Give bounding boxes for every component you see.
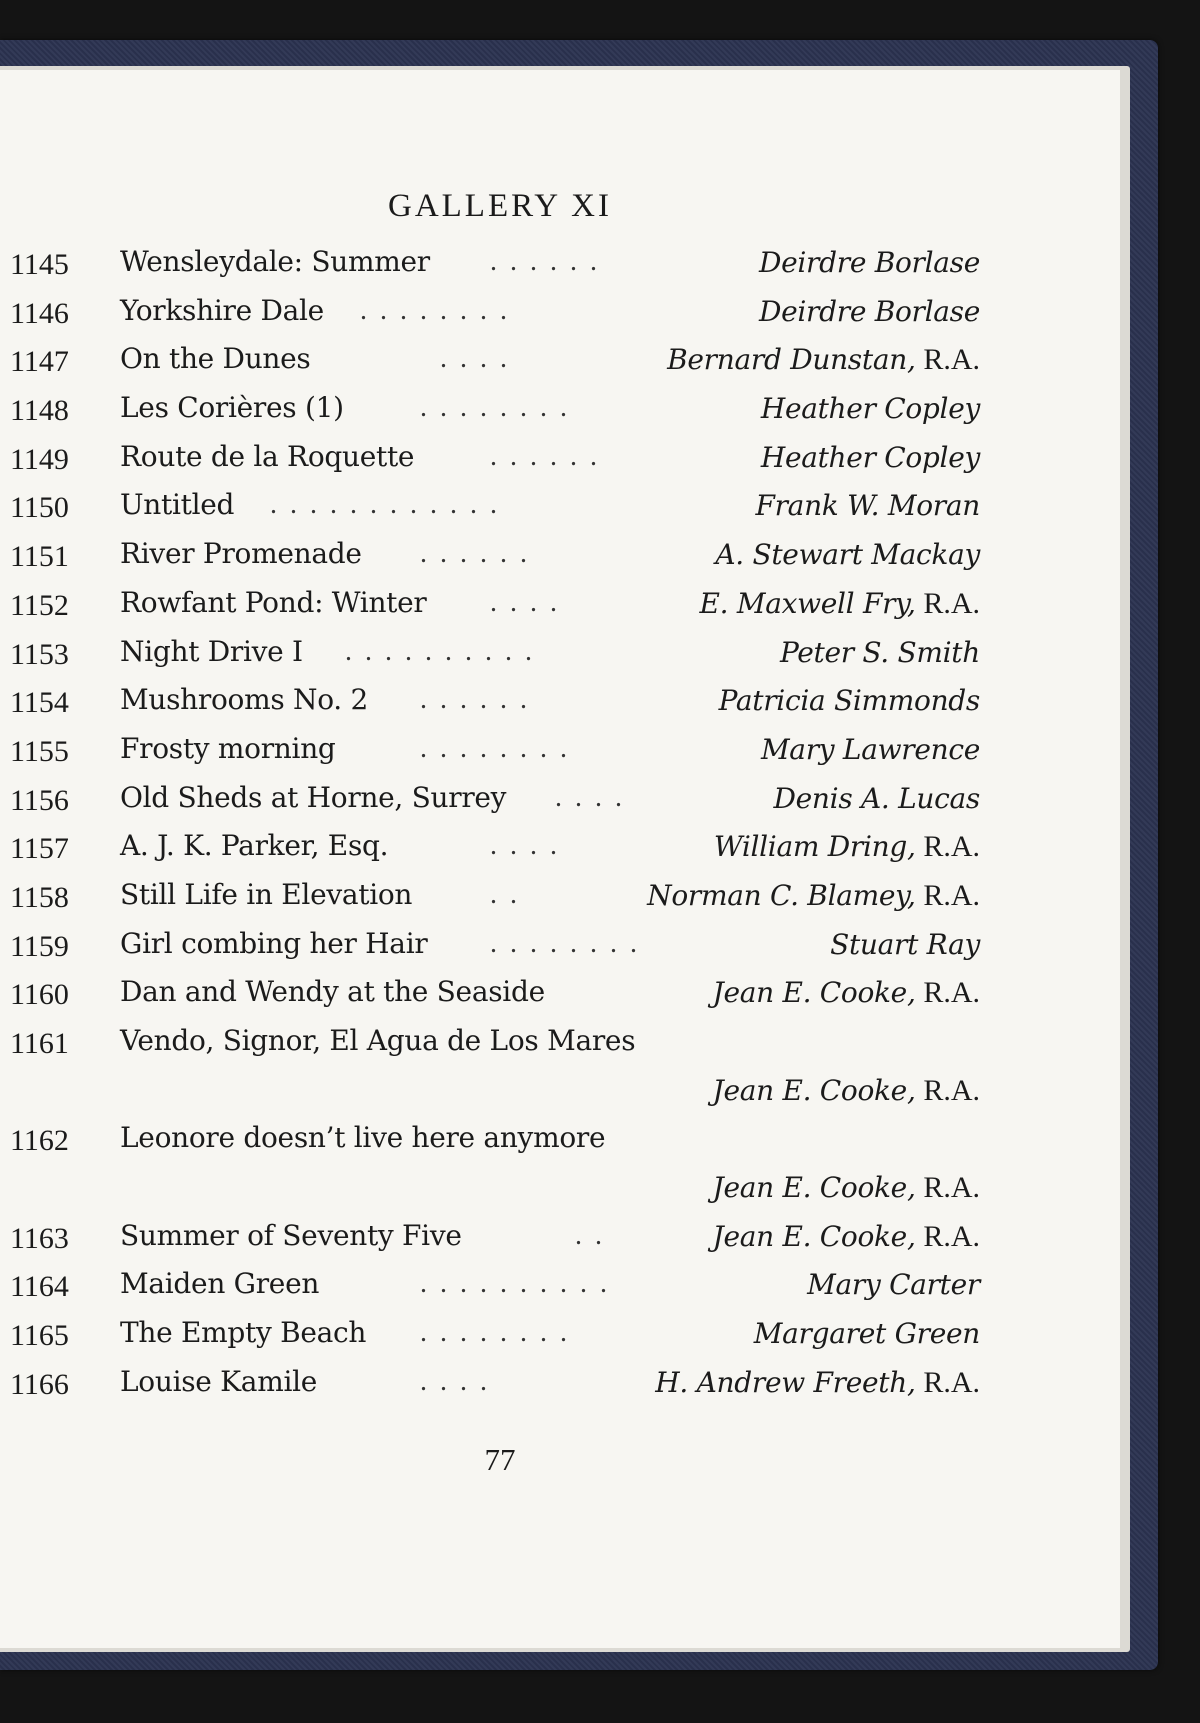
catalogue-entry bbox=[0, 920, 990, 969]
catalogue-number: 1152 bbox=[10, 588, 69, 622]
artist-honorific: R.A. bbox=[923, 976, 980, 1010]
catalogue-number: 1146 bbox=[10, 296, 69, 330]
catalogue-number: 1159 bbox=[10, 929, 69, 963]
catalogue-number: 1145 bbox=[10, 248, 69, 281]
dot-leader: . . . . bbox=[490, 830, 560, 862]
entry-row bbox=[0, 920, 990, 969]
artist-name: Denis A. Lucas bbox=[773, 781, 980, 815]
entry-row bbox=[0, 628, 990, 677]
artist-name: Jean E. Cooke, bbox=[712, 976, 916, 1010]
artwork-title: A. J. K. Parker, Esq. bbox=[120, 829, 389, 863]
artist-credit bbox=[761, 384, 980, 434]
artwork-title: Still Life in Elevation bbox=[120, 877, 413, 911]
entry-row bbox=[0, 481, 990, 530]
catalogue-entry bbox=[0, 725, 990, 774]
catalogue-number: 1161 bbox=[10, 1027, 69, 1060]
dot-leader: . . . . . . bbox=[420, 684, 530, 716]
dot-leader: . . . . . . bbox=[490, 246, 600, 277]
artist-credit bbox=[655, 1358, 980, 1408]
catalogue-entry bbox=[0, 481, 990, 530]
artwork-title: Summer of Seventy Five bbox=[120, 1218, 462, 1252]
artist-name: Margaret Green bbox=[753, 1317, 980, 1351]
catalogue-entry bbox=[0, 628, 990, 677]
artist-credit bbox=[761, 725, 980, 775]
artist-credit bbox=[719, 676, 980, 726]
catalogue-entry bbox=[0, 822, 990, 871]
artist-honorific: R.A. bbox=[923, 1219, 980, 1253]
gallery-title: GALLERY XI bbox=[387, 188, 612, 224]
catalogue-entry bbox=[0, 530, 990, 579]
catalogue-number: 1165 bbox=[10, 1319, 69, 1353]
catalogue-entry bbox=[0, 1260, 990, 1309]
artist-name: Bernard Dunstan, bbox=[667, 343, 916, 377]
dot-leader: . . . . bbox=[490, 586, 560, 618]
catalogue-number: 1154 bbox=[10, 686, 69, 720]
artist-credit bbox=[759, 238, 980, 288]
catalogue-entry bbox=[0, 384, 990, 433]
catalogue-number: 1164 bbox=[10, 1270, 69, 1304]
entry-row bbox=[0, 676, 990, 725]
catalogue-entry-list bbox=[0, 238, 990, 1407]
artist-name: Patricia Simmonds bbox=[718, 684, 980, 718]
artist-name: H. Andrew Freeth, bbox=[655, 1365, 916, 1399]
artwork-title: Les Corières (1) bbox=[120, 391, 344, 425]
entry-row bbox=[0, 1212, 990, 1261]
artist-credit bbox=[774, 774, 980, 824]
artist-name: Peter S. Smith bbox=[779, 635, 980, 669]
artwork-title: Maiden Green bbox=[120, 1267, 320, 1301]
entry-row bbox=[0, 774, 990, 823]
dot-leader: . . . . . . bbox=[420, 538, 530, 570]
artist-credit bbox=[713, 968, 980, 1018]
catalogue-number: 1160 bbox=[10, 978, 69, 1012]
artist-name: Norman C. Blamey, bbox=[647, 878, 916, 912]
catalogue-number: 1155 bbox=[10, 734, 69, 768]
catalogue-entry bbox=[0, 238, 990, 287]
catalogue-number: 1156 bbox=[10, 783, 69, 817]
entry-row bbox=[0, 968, 990, 1017]
catalogue-entry bbox=[0, 676, 990, 725]
entry-row bbox=[0, 725, 990, 774]
catalogue-number: 1158 bbox=[10, 880, 69, 914]
artwork-title: Frosty morning bbox=[120, 731, 336, 765]
artist-name: A. Stewart Mackay bbox=[715, 538, 980, 572]
entry-row bbox=[0, 287, 990, 336]
catalogue-number: 1147 bbox=[10, 345, 69, 379]
artwork-title: On the Dunes bbox=[120, 342, 311, 376]
entry-row bbox=[0, 1309, 990, 1358]
page-number: 77 bbox=[484, 1442, 516, 1477]
entry-row bbox=[0, 238, 990, 287]
artwork-title: Untitled bbox=[120, 488, 235, 522]
entry-row bbox=[0, 871, 990, 920]
artist-name: Mary Lawrence bbox=[760, 732, 980, 766]
artist-name: Mary Carter bbox=[807, 1268, 980, 1302]
entry-row bbox=[0, 1017, 990, 1066]
artist-credit bbox=[715, 530, 980, 580]
artist-credit bbox=[830, 920, 980, 970]
dot-leader: . . . . bbox=[440, 343, 510, 375]
catalogue-entry bbox=[0, 433, 990, 482]
artwork-title: Route de la Roquette bbox=[120, 439, 415, 473]
dot-leader: . . . . . . . . bbox=[420, 732, 570, 764]
dot-leader: . . . . . . . . bbox=[420, 1317, 570, 1349]
catalogue-entry bbox=[0, 774, 990, 823]
artwork-title: Vendo, Signor, El Agua de Los Mares bbox=[120, 1024, 636, 1057]
dot-leader: . . . . . . . . bbox=[490, 927, 640, 959]
artist-credit bbox=[667, 335, 980, 385]
artist-name: Stuart Ray bbox=[830, 927, 980, 961]
dot-leader: . . . . bbox=[420, 1365, 490, 1397]
artist-honorific: R.A. bbox=[923, 830, 980, 864]
artwork-title: The Empty Beach bbox=[120, 1316, 367, 1350]
entry-row-continued bbox=[0, 1163, 990, 1212]
artist-name: Frank W. Moran bbox=[755, 489, 980, 523]
entry-row bbox=[0, 335, 990, 384]
entry-row bbox=[0, 433, 990, 482]
dot-leader: . . bbox=[575, 1219, 605, 1251]
artist-name: Jean E. Cooke, bbox=[712, 1219, 916, 1253]
artist-name: Deirdre Borlase bbox=[758, 294, 980, 328]
catalogue-page bbox=[0, 70, 1120, 1648]
catalogue-number: 1151 bbox=[10, 540, 69, 574]
artist-name: Jean E. Cooke, bbox=[712, 1171, 916, 1205]
artist-credit bbox=[713, 1212, 980, 1262]
dot-leader: . . . . . . . . bbox=[360, 294, 510, 326]
artwork-title: Old Sheds at Horne, Surrey bbox=[120, 780, 507, 814]
catalogue-entry bbox=[0, 1309, 990, 1358]
artist-credit bbox=[714, 822, 980, 872]
catalogue-number: 1153 bbox=[10, 637, 69, 671]
dot-leader: . . . . . . . . bbox=[420, 392, 570, 424]
catalogue-number: 1150 bbox=[10, 491, 69, 525]
catalogue-number: 1157 bbox=[10, 832, 69, 866]
catalogue-entry bbox=[0, 1212, 990, 1261]
artwork-title: Rowfant Pond: Winter bbox=[120, 585, 427, 619]
dot-leader: . . . . . . . . . . bbox=[420, 1268, 610, 1300]
catalogue-number: 1163 bbox=[10, 1221, 69, 1255]
artist-name: William Dring, bbox=[713, 830, 916, 864]
artist-honorific: R.A. bbox=[923, 1073, 980, 1107]
entry-row bbox=[0, 822, 990, 871]
artist-name: Heather Copley bbox=[760, 392, 980, 426]
catalogue-entry bbox=[0, 871, 990, 920]
artist-name: Jean E. Cooke, bbox=[712, 1073, 916, 1107]
dot-leader: . . . . bbox=[555, 781, 625, 813]
catalogue-entry bbox=[0, 1017, 990, 1114]
artist-credit bbox=[713, 1163, 980, 1213]
artist-credit bbox=[647, 871, 980, 921]
entry-row bbox=[0, 1114, 990, 1163]
dot-leader: . . . . . . . . . . . . bbox=[270, 489, 500, 521]
entry-row bbox=[0, 384, 990, 433]
artist-credit bbox=[759, 287, 980, 337]
artwork-title: Mushrooms No. 2 bbox=[120, 683, 369, 717]
catalogue-entry bbox=[0, 1114, 990, 1211]
artwork-title: Girl combing her Hair bbox=[120, 926, 428, 960]
entry-row-continued bbox=[0, 1066, 990, 1115]
entry-row bbox=[0, 530, 990, 579]
dot-leader: . . . . . . . . . . bbox=[345, 635, 535, 667]
dot-leader: . . bbox=[490, 878, 520, 910]
artist-name: E. Maxwell Fry, bbox=[699, 586, 916, 620]
artist-honorific: R.A. bbox=[923, 1171, 980, 1205]
catalogue-number: 1166 bbox=[10, 1367, 69, 1401]
artist-honorific: R.A. bbox=[923, 586, 980, 620]
artwork-title: River Promenade bbox=[120, 537, 362, 571]
entry-row bbox=[0, 1358, 990, 1407]
artist-credit bbox=[807, 1260, 980, 1310]
artist-name: Deirdre Borlase bbox=[758, 246, 980, 279]
artist-credit bbox=[761, 433, 980, 483]
catalogue-number: 1162 bbox=[10, 1124, 69, 1158]
catalogue-number: 1148 bbox=[10, 394, 69, 428]
artist-credit bbox=[713, 1066, 980, 1116]
artist-credit bbox=[780, 628, 980, 678]
artist-credit bbox=[700, 579, 981, 629]
artist-credit bbox=[754, 1309, 980, 1359]
catalogue-number: 1149 bbox=[10, 442, 69, 476]
entry-row bbox=[0, 1260, 990, 1309]
catalogue-entry bbox=[0, 579, 990, 628]
catalogue-entry bbox=[0, 968, 990, 1017]
artwork-title: Wensleydale: Summer bbox=[120, 245, 430, 278]
artwork-title: Night Drive I bbox=[120, 634, 303, 668]
artist-honorific: R.A. bbox=[923, 343, 980, 377]
artist-honorific: R.A. bbox=[923, 1365, 980, 1399]
artwork-title: Yorkshire Dale bbox=[120, 293, 324, 327]
artist-credit bbox=[755, 481, 980, 531]
catalogue-entry bbox=[0, 335, 990, 384]
artwork-title: Leonore doesn’t live here anymore bbox=[120, 1121, 606, 1155]
artist-honorific: R.A. bbox=[923, 878, 980, 912]
catalogue-entry bbox=[0, 1358, 990, 1407]
artwork-title: Louise Kamile bbox=[120, 1364, 318, 1398]
dot-leader: . . . . . . bbox=[490, 440, 600, 472]
catalogue-entry bbox=[0, 287, 990, 336]
artwork-title: Dan and Wendy at the Seaside bbox=[120, 975, 545, 1009]
artist-name: Heather Copley bbox=[760, 440, 980, 474]
entry-row bbox=[0, 579, 990, 628]
